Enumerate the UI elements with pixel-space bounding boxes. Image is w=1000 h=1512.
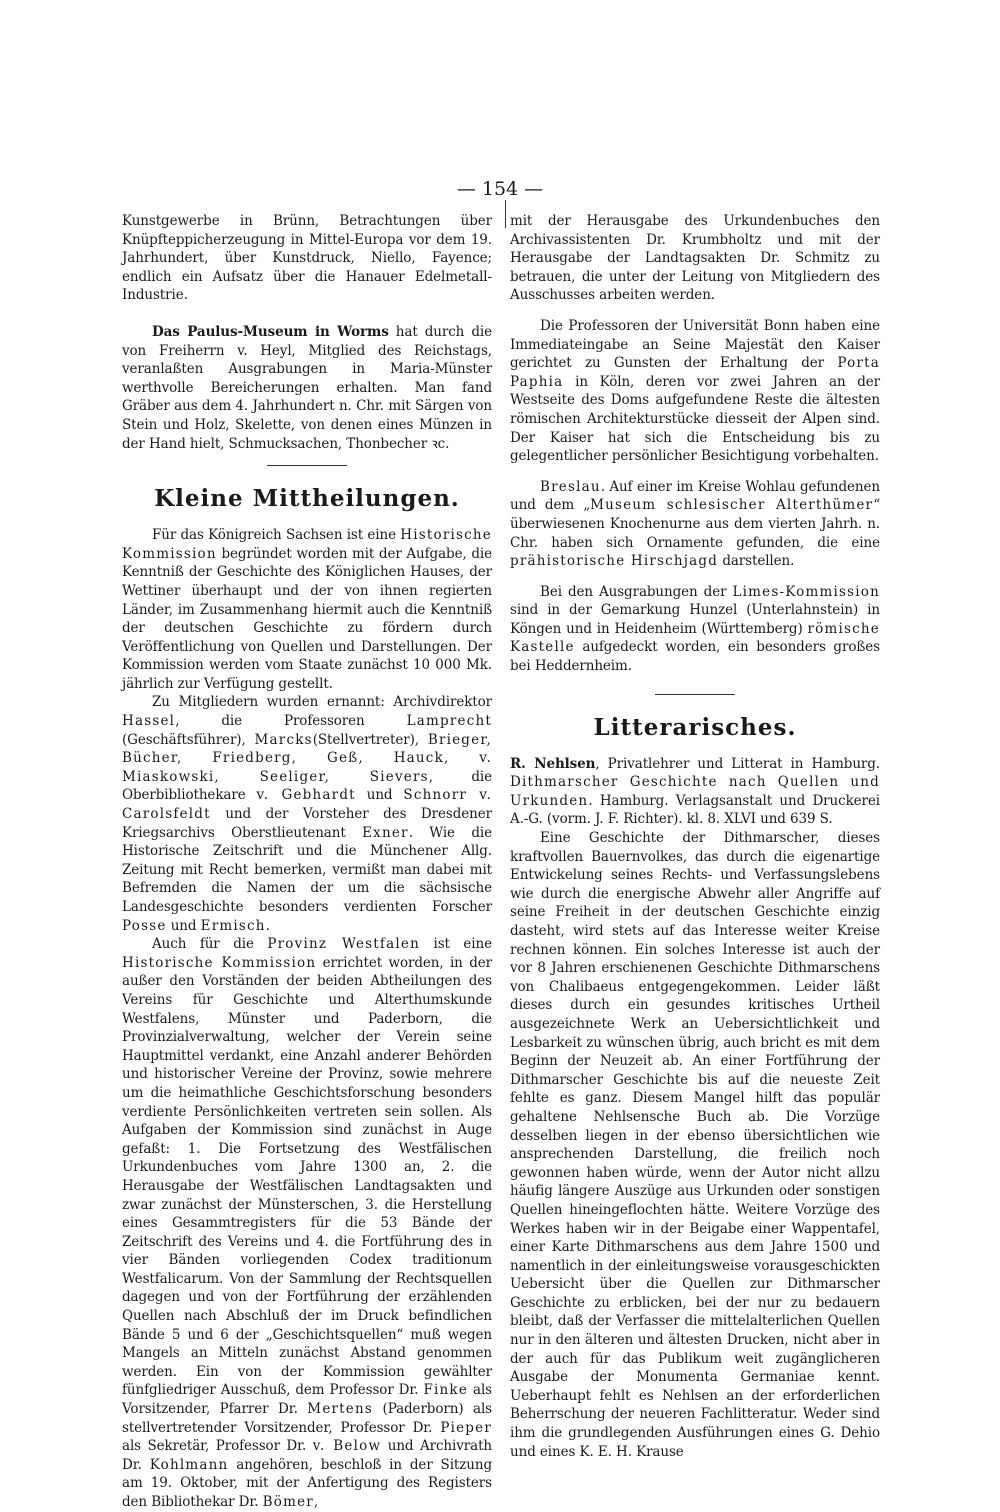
paragraph-nehlsen-review: Eine Geschichte der Dithmarscher, dieses kraftvollen Bauernvolkes, das durch die eigenartige Entwickelung seines Rechts- und Verfassungslebens wie durch die energische Abwehr aller Angriffe auf seine Freiheit in der deutschen Geschichte einzig dasteht, wird stets auf das Interesse weiter Kreise rechnen können. Ein solches Interesse ist auch der vor 8 Jahren erschienenen Geschichte Dithmarschens von Chalibaeus entgegengekommen. Leider läßt dieses durch ein gesundes kritisches Urtheil ausgezeichnete Werk an Uebersichtlichkeit und Lesbarkeit zu wünschen übrig, auch bricht es mit dem Beginn der Neuzeit ab. An einer Fortführung der Dithmarscher Geschichte bis auf die neueste Zeit fehlte es ganz. Diesem Mangel hilft das populär gehaltene Nehlsensche Buch ab. Die Vorzüge desselben liegen in der ebenso übersichtlichen wie ansprechenden Darstellung, die freilich noch gewonnen haben würde, wenn der Autor nicht allzu häufig längere Auszüge aus Urkunden oder sonstigen Quellen hineingeflochten hätte. Weitere Vorzüge des Werkes haben wir in der Beigabe einer Wappentafel, einer Karte Dithmarschens aus dem Jahre 1500 und namentlich in der einleitungsweise vorausgeschickten Uebersicht über die Quellen zur Dithmarscher Geschichte zu erblicken, bei der nur zu bedauern bleibt, daß der Verfasser die mittelalterlichen Quellen nur in den älteren und ältesten Drucken, nicht aber in der auch für das Publikum weit zugänglicheren Ausgabe der Monumenta Germaniae kennt. Ueberhaupt fehlt es Nehlsen an der erforderlichen Beherrschung der neueren Fachlitteratur. Weder sind ihm die grundlegenden Ausführungen eines G. Dehio und eines K. E. H. Krause (510, 830, 880, 1460)
paragraph-mitglieder: Zu Mitgliedern wurden ernannt: Archivdirektor Hassel, die Professoren Lamprecht (Geschäftsführer), Marcks(Stellvertreter), Brieger, Bücher, Friedberg, Geß, Hauck, v. Miaskowski, Seeliger, Sievers, die Oberbibliothekare v. Gebhardt und Schnorr v. Carolsfeldt und der Vorsteher des Dresdener Kriegsarchivs Oberstlieutenant Exner. Wie die Historische Zeitschrift und die Münchener Allg. Zeitung mit Recht bemerken, vermißt man dabei mit Befremden die Namen der um die sächsische Landesgeschichte besonders verdienten Forscher Posse und Ermisch. (122, 694, 493, 934)
paragraph-nehlsen-citation: R. Nehlsen, Privatlehrer und Litterat in Hamburg. Dithmarscher Geschichte nach Quellen und Urkunden. Hamburg. Verlagsanstalt und Druckerei A.-G. (vorm. J. F. Richter). kl. 8. XLVI und 639 S. (510, 755, 880, 828)
paragraph-sachsen: Für das Königreich Sachsen ist eine Historische Kommission begründet worden mit der Aufgabe, die Kenntniß der Geschichte des Königlichen Hauses, der Wettiner überhaupt und der von ihnen regierten Länder, im Zusammenhang hiermit auch die Kenntniß der deutschen Geschichte zu fördern durch Veröffentlichung von Quellen und Darstellungen. Der Kommission werden vom Staate zunächst 10 000 Mk. jährlich zur Verfügung gestellt. (122, 527, 492, 692)
paragraph-paulus-museum (122, 323, 492, 453)
right-column (510, 212, 880, 1461)
heading-litterarisches: Litterarisches. (593, 713, 797, 741)
paulus-museum-lead: Das Paulus-Museum in Worms (152, 323, 389, 340)
page-number: — 154 — (456, 178, 544, 200)
paragraph-limes: Bei den Ausgrabungen der Limes-Kommission sind in der Gemarkung Hunzel (Unterlahnstein) in Köngen und in Heidenheim (Württemberg) römische Kastelle aufgedeckt worden, ein besonders großes bei Heddernheim. (510, 583, 880, 675)
paragraph-porta-paphia: Die Professoren der Universität Bonn haben eine Immediateingabe an Seine Majestät den Kaiser gerichtet zu Gunsten der Erhaltung der Porta Paphia in Köln, deren vor zwei Jahren an der Westseite des Doms aufgefundene Reste die ältesten römischen Architekturstücke diesseit der Alpen sind. Der Kaiser hat sich die Entscheidung bis zu gelegentlicher persönlicher Besichtigung vorbehalten. (510, 317, 880, 465)
column-rule (505, 200, 506, 228)
paragraph-westfalen: Auch für die Provinz Westfalen ist eine Historische Kommission errichtet worden, in der außer den Vorständen der beiden Abtheilungen des Vereins für Geschichte und Alterthumskunde Westfalens, Münster und Paderborn, die Provinzialverwaltung, welcher der Verein seine Hauptmittel verdankt, eine Anzahl anderer Behörden und historischer Vereine der Provinz, sowie mehrere um die heimathliche Geschichtsforschung besonders verdiente Persönlichkeiten vertreten sein sollen. Als Aufgaben der Kommission sind zunächst in Auge gefaßt: 1. Die Fortsetzung des Westfälischen Urkundenbuches vom Jahre 1300 an, 2. die Herausgabe der Westfälischen Landtagsakten und zwar zunächst der Münsterschen, 3. die Herstellung eines Gesammtregisters für die 53 Bände der Zeitschrift des Vereins und 4. die Fortführung des in vier Bänden vorliegenden Codex traditionum Westfalicarum. Von der Sammlung der Rechtsquellen dagegen und von der Fortführung der erzählenden Quellen nach Abschluß der im Druck befindlichen Bände 5 und 6 der „Geschichtsquellen“ muß wegen Mangels an Mitteln zunächst Abstand genommen werden. Ein von der Kommission gewählter fünfgliedriger Ausschuß, dem Professor Dr. Finke als Vorsitzender, Pfarrer Dr. Mertens (Paderborn) als stellvertretender Vorsitzender, Professor Dr. Pieper als Sekretär, Professor Dr. v. Below und Archivrath Dr. Kohlmann angehören, beschloß in der Sitzung am 19. Oktober, mit der Anfertigung des Registers den Bibliothekar Dr. Bömer, (122, 936, 493, 1510)
paulus-museum-text: hat durch die von Freiherrn v. Heyl, Mitglied des Reichstags, veranlaßten Ausgrabungen in Maria-Münster werthvolle Bereicherungen erhalten. Man fand Gräber aus dem 4. Jahrhundert n. Chr. mit Särgen von Stein und Holz, Skelette, von denen eines Münzen in der Hand hielt, Schmucksachen, Thonbecher ꝛc. (122, 323, 492, 452)
heading-kleine-mittheilungen: Kleine Mittheilungen. (154, 485, 460, 513)
left-column (122, 212, 492, 1512)
paragraph-herausgabe: mit der Herausgabe des Urkundenbuches den Archivassistenten Dr. Krumbholtz und mit der Herausgabe der Landtagsakten Dr. Schmitz zu betrauen, die unter der Leitung von Mitgliedern des Ausschusses arbeiten werden. (510, 213, 880, 304)
paragraph-breslau: Breslau. Auf einer im Kreise Wohlau gefundenen und dem „Museum schlesischer Alterthümer“ überwiesenen Knochenurne aus dem vierten Jahrh. n. Chr. haben sich Ornamente gefunden, die eine prähistorische Hirschjagd darstellen. (510, 478, 880, 570)
paragraph-kunstgewerbe: Kunstgewerbe in Brünn, Betrachtungen über Knüpfteppicherzeugung in Mittel-Europa vor dem 19. Jahrhundert, über Kunstdruck, Niello, Fayence; endlich ein Aufsatz über die Hanauer Edelmetall-Industrie. (122, 213, 492, 304)
